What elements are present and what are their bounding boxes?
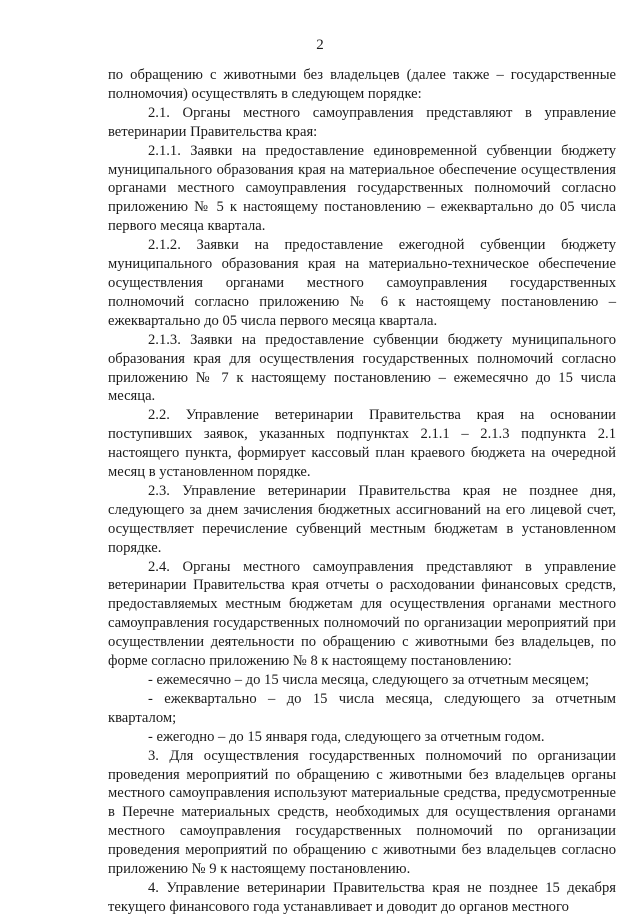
paragraph-2-1-1: 2.1.1. Заявки на предоставление единовременной субвенции бюджету муниципального образования края на материальное обеспечение осуществления органами местного самоуправления государственных полномочий согласно приложению № 5 к настоящему постановлению – ежеквартально до 05 числа первого месяца квартала. [108,142,616,235]
paragraph-2-2: 2.2. Управление ветеринарии Правительства края на основании поступивших заявок, указанных подпунктах 2.1.1 – 2.1.3 подпункта 2.1 настоящего пункта, формирует кассовый план краевого бюджета на очередной месяц в установленном порядке. [108,407,616,481]
page-number: 2 [316,37,324,53]
list-item-yearly: - ежегодно – до 15 января года, следующего за отчетным годом. [148,728,545,745]
paragraph-3: 3. Для осуществления государственных полномочий по организации проведения мероприятий по обращению с животными без владельцев органы местного самоуправления используют материальные средства, предусмотренные в Перечне материальных средств, необходимых для осуществления органами местного самоуправления государственных полномочий по организации проведения мероприятий по обращению с животными без владельцев согласно приложению № 9 к настоящему постановлению. [108,747,616,878]
paragraph-2-1: 2.1. Органы местного самоуправления представляют в управление ветеринарии Правительства края: [108,104,616,140]
paragraph-2-3: 2.3. Управление ветеринарии Правительства края не позднее дня, следующего за днем зачисления бюджетных ассигнований на его лицевой счет, осуществляет перечисление субвенций местным бюджетам в установленном порядке. [108,482,616,556]
list-item-monthly: - ежемесячно – до 15 числа месяца, следующего за отчетным месяцем; [148,672,590,688]
list-item-quarterly: - ежеквартально – до 15 числа месяца, следующего за отчетным кварталом; [108,690,616,726]
paragraph-2-1-2: 2.1.2. Заявки на предоставление ежегодной субвенции бюджету муниципального образования края на материально-техническое обеспечение осуществления органами местного самоуправления государственных полномочий согласно приложению № 6 к настоящему постановлению – ежеквартально до 05 числа первого месяца квартала. [108,237,616,329]
paragraph-continuation: по обращению с животными без владельцев (далее также – государственные полномочия) осуществлять в следующем порядке: [108,67,616,102]
paragraph-2-1-3: 2.1.3. Заявки на предоставление субвенции бюджету муниципального образования края для осуществления государственных полномочий согласно приложению № 7 к настоящему постановлению – ежемесячно до 15 числа месяца. [108,331,616,405]
paragraph-4: 4. Управление ветеринарии Правительства края не позднее 15 декабря текущего финансового года устанавливает и доводит до органов местного [108,879,616,915]
paragraph-2-4: 2.4. Органы местного самоуправления представляют в управление ветеринарии Правительства края отчеты о расходовании финансовых средств, предоставляемых местным бюджетам для осуществления органами местного самоуправления государственных полномочий по организации мероприятий при осуществлении деятельности по обращению с животными без владельцев, по форме согласно приложению № 8 к настоящему постановлению: [108,558,616,670]
document-body [108,66,616,917]
